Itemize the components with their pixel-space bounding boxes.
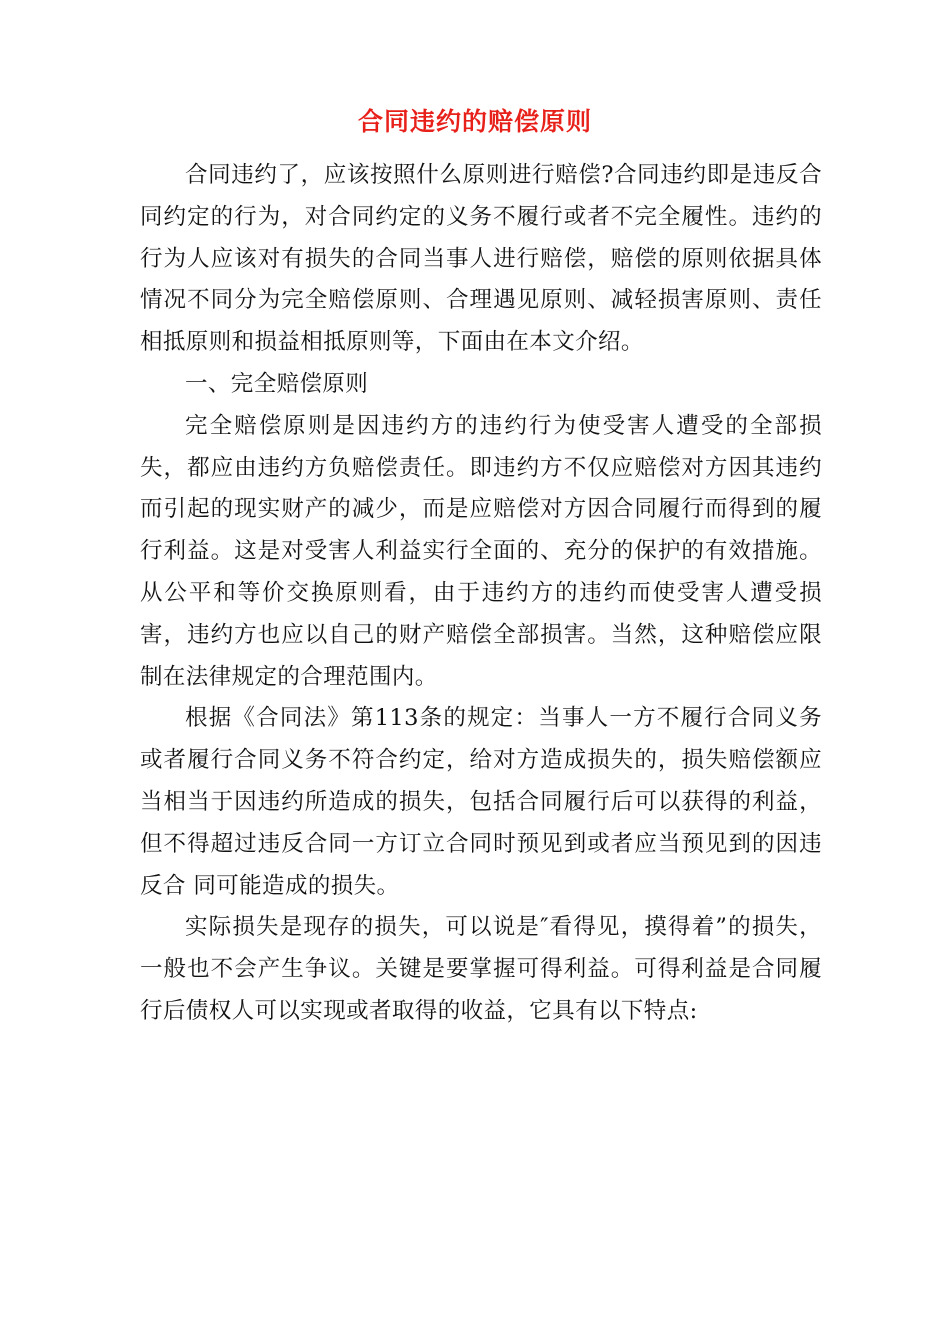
actual-loss-paragraph: 实际损失是现存的损失，可以说是″看得见，摸得着”的损失，一般也不会产生争议。关键是要掌握可得利益。可得利益是合同履行后债权人可以实现或者取得的收益，它具有以下特点: bbox=[140, 914, 822, 1024]
document-title: 合同违约的赔偿原则 bbox=[357, 107, 592, 136]
contract-law-article-paragraph: 根据《合同法》第113条的规定：当事人一方不履行合同义务或者履行合同义务不符合约定，给对方造成损失的，损失赔偿额应当相当于因违约所造成的损失，包括合同履行后可以获得的利益，但不得超过违反合同一方订立合同时预见到或者应当预见到的因违反合 同可能造成的损失。 bbox=[140, 705, 822, 899]
section-heading-full-compensation: 一、完全赔偿原则 bbox=[185, 370, 369, 397]
document-body bbox=[140, 155, 822, 1033]
full-compensation-paragraph: 完全赔偿原则是因违约方的违约行为使受害人遭受的全部损失，都应由违约方负赔偿责任。即违约方不仅应赔偿对方因其违约而引起的现实财产的减少，而是应赔偿对方因合同履行而得到的履行利益。这是对受害人利益实行全面的、充分的保护的有效措施。从公平和等价交换原则看，由于违约方的违约而使受害人遭受损害，违约方也应以自己的财产赔偿全部损害。当然，这种赔偿应限制在法律规定的合理范围内。 bbox=[140, 412, 822, 690]
intro-paragraph: 合同违约了，应该按照什么原则进行赔偿?合同违约即是违反合同约定的行为，对合同约定的义务不履行或者不完全履性。违约的行为人应该对有损失的合同当事人进行赔偿，赔偿的原则依据具体情况不同分为完全赔偿原则、合理遇见原则、减轻损害原则、责任相抵原则和损益相抵原则等，下面由在本文介绍。 bbox=[140, 162, 822, 356]
